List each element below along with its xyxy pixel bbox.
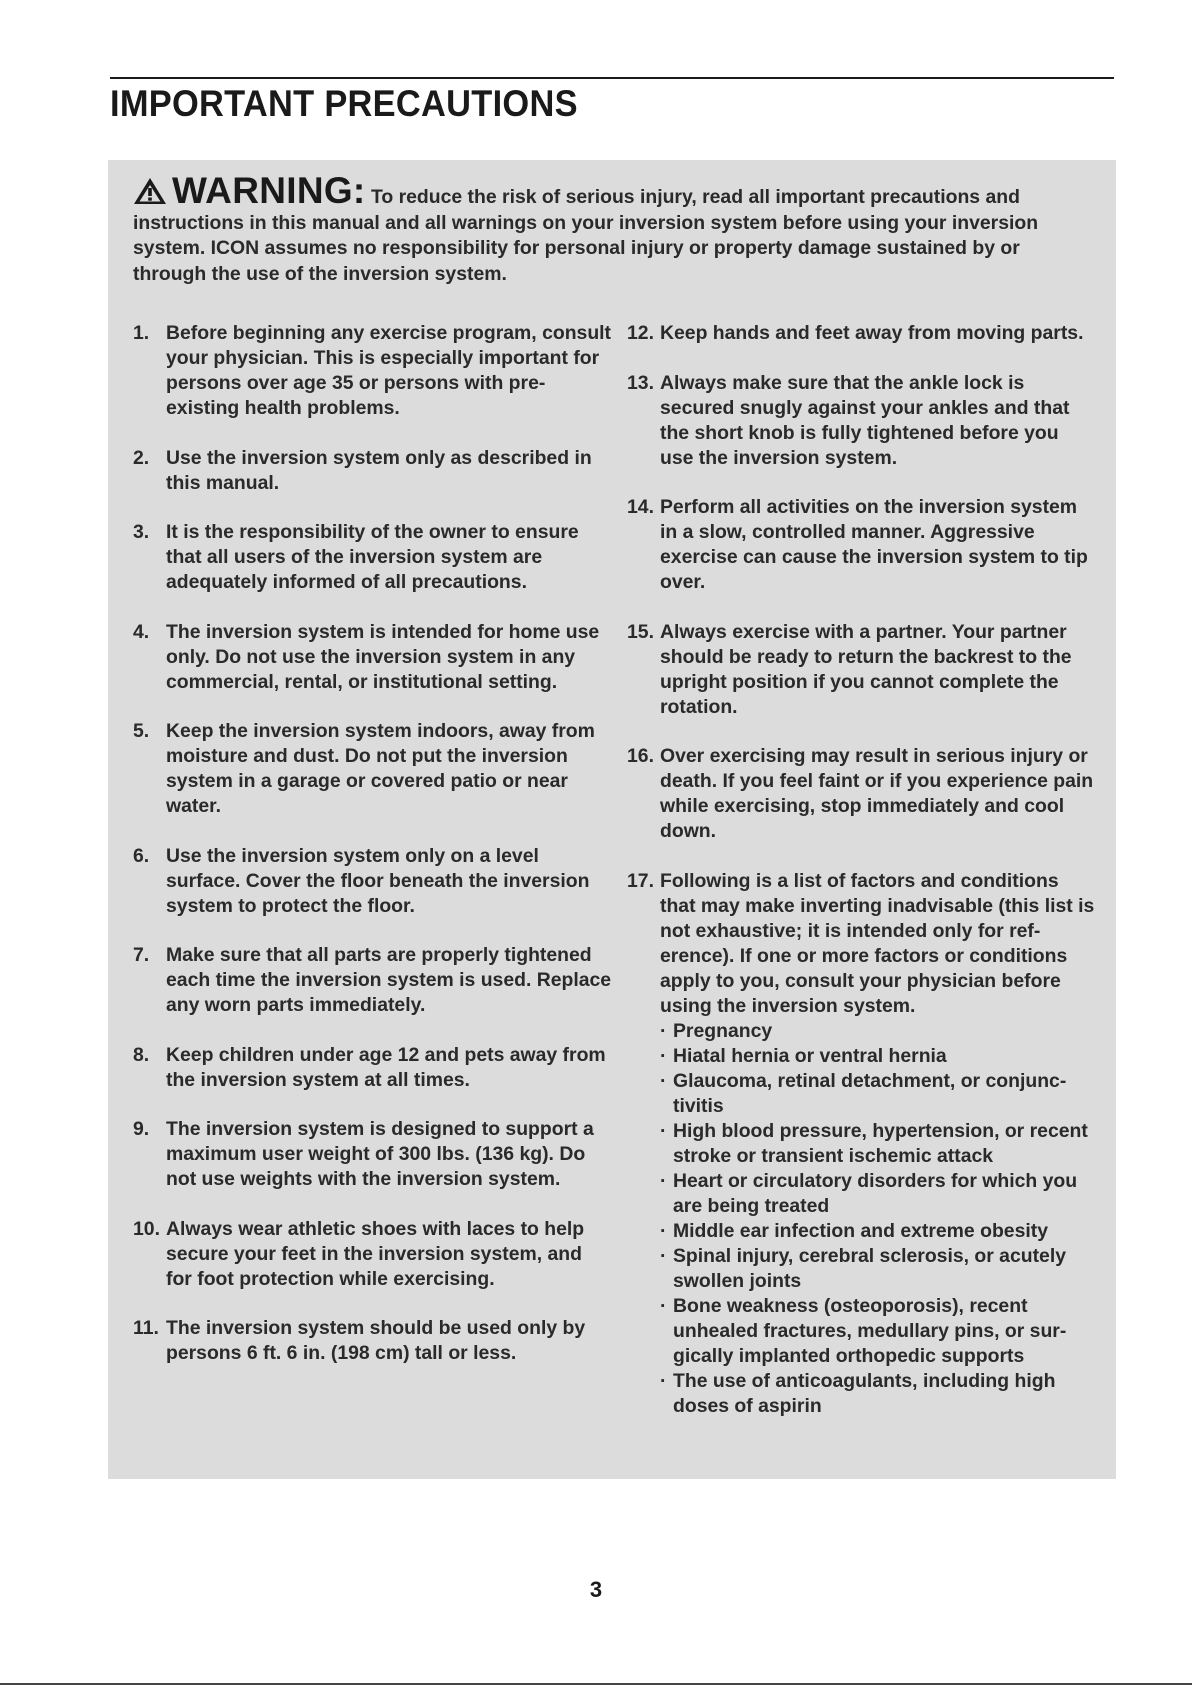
precaution-number: 13. [627,371,654,394]
precaution-number: 14. [627,496,654,518]
precaution-item [133,321,613,421]
condition-list-item: · Spinal injury, cerebral sclerosis, or acutely swollen joints [660,1244,1097,1294]
precaution-item [627,744,1097,844]
precaution-number: 2. [133,446,150,469]
precaution-item [627,620,1097,720]
condition-list-item: · The use of anticoagulants, including high doses of aspirin [660,1369,1097,1419]
page-title: IMPORTANT PRECAUTIONS [110,83,578,124]
condition-list-item: · Pregnancy [660,1019,1097,1044]
precaution-number: 1. [133,322,150,344]
condition-list [660,1019,1097,1419]
precaution-number: 11. [133,1317,159,1339]
precaution-text: Always exercise with a partner. Your partner should be ready to return the backrest to the upright position if you cannot complete the rotation. [660,620,1072,718]
precaution-text: Make sure that all parts are properly tightened each time the inversion system is used. Replace any worn parts immediately. [166,944,612,1016]
precaution-item [133,943,613,1018]
precaution-item [627,321,1097,346]
precaution-number: 15. [627,620,654,643]
precautions-right-column [627,321,1097,1443]
precautions-left-column [133,321,613,1391]
precaution-item [133,1043,613,1093]
precaution-text: Use the inversion system only on a level surface. Cover the floor beneath the inversion system to protect the floor. [166,844,590,917]
precaution-text: The inversion system should be used only by persons 6 ft. 6 in. (198 cm) tall or less. [166,1317,586,1364]
precaution-number: 4. [133,620,150,643]
precaution-item [133,1217,613,1292]
condition-list-item: · Middle ear infection and extreme obesity [660,1219,1097,1244]
precaution-item [133,620,613,695]
precaution-text: The inversion system is intended for home use only. Do not use the inversion system in any commercial, rental, or institutional setting. [166,620,600,693]
precaution-text: Keep the inversion system indoors, away from moisture and dust. Do not put the inversion system in a garage or covered patio or near water. [166,720,595,817]
condition-list-item: · Bone weakness (osteoporosis), recent unhealed fractures, medullary pins, or surgically implanted orthopedic supports [660,1294,1097,1369]
precaution-item [133,844,613,919]
precaution-text: Always make sure that the ankle lock is secured snugly against your ankles and that the short knob is fully tightened before you use the inversion system. [660,371,1070,469]
precaution-text: Following is a list of factors and conditions that may make inverting inadvisable (this list is not exhaustive; it is intended only for reference). If one or more factors or conditions apply to you, consult your physician before using the inversion system. [660,869,1095,1017]
precaution-text: Always wear athletic shoes with laces to help secure your feet in the inversion system, and for foot protection while exercising. [166,1217,585,1290]
precaution-text: The inversion system is designed to support a maximum user weight of 300 lbs. (136 kg). Do not use weights with the inversion system. [166,1118,594,1190]
precaution-text: It is the responsibility of the owner to ensure that all users of the inversion system are adequately informed of all precautions. [166,521,579,593]
precaution-number: 16. [627,745,654,767]
precaution-item [133,1117,613,1192]
precaution-item [133,446,613,496]
precaution-item [627,869,1097,1419]
precaution-number: 8. [133,1043,150,1066]
precaution-item [627,371,1097,471]
precaution-number: 12. [627,322,654,344]
condition-list-item: · Glaucoma, retinal detachment, or conjunctivitis [660,1069,1097,1119]
precaution-number: 10. [133,1217,160,1240]
warning-heading [133,170,366,211]
condition-list-item: · Heart or circulatory disorders for which you are being treated [660,1169,1097,1219]
precaution-number: 6. [133,844,150,867]
precaution-text: Keep hands and feet away from moving parts. [660,322,1084,344]
page-number: 3 [589,1577,603,1602]
precaution-text: Perform all activities on the inversion system in a slow, controlled manner. Aggressive exercise can cause the inversion system to tip over. [660,496,1088,593]
condition-list-item: · High blood pressure, hypertension, or recent stroke or transient ischemic attack [660,1119,1097,1169]
precaution-item [627,495,1097,595]
warning-intro [133,170,1093,288]
warning-text: To reduce the risk of serious injury, read all important precautions and instructions in this manual and all warnings on your inversion system before using your inversion system. ICON assumes no responsibility for personal injury or property damage sustained by or through the use of the inversion system. [133,186,1039,286]
warning-label: WARNING: [172,170,366,211]
precaution-item [133,520,613,595]
precaution-text: Before beginning any exercise program, consult your physician. This is especially important for persons over age 35 or persons with pre-existing health problems. [166,322,612,419]
precaution-item [133,1316,613,1366]
precaution-number: 9. [133,1118,150,1140]
precaution-text: Use the inversion system only as described in this manual. [166,446,592,494]
top-rule [110,77,1114,79]
precaution-number: 5. [133,720,150,742]
precaution-number: 7. [133,944,150,966]
warning-triangle-icon [133,177,167,205]
precaution-number: 17. [627,869,654,892]
condition-list-item: · Hiatal hernia or ventral hernia [660,1044,1097,1069]
precaution-number: 3. [133,521,150,543]
precaution-text: Over exercising may result in serious injury or death. If you feel faint or if you experience pain while exercising, stop immediately and cool down. [660,745,1094,842]
precaution-item [133,719,613,819]
precaution-text: Keep children under age 12 and pets away from the inversion system at all times. [166,1043,606,1091]
